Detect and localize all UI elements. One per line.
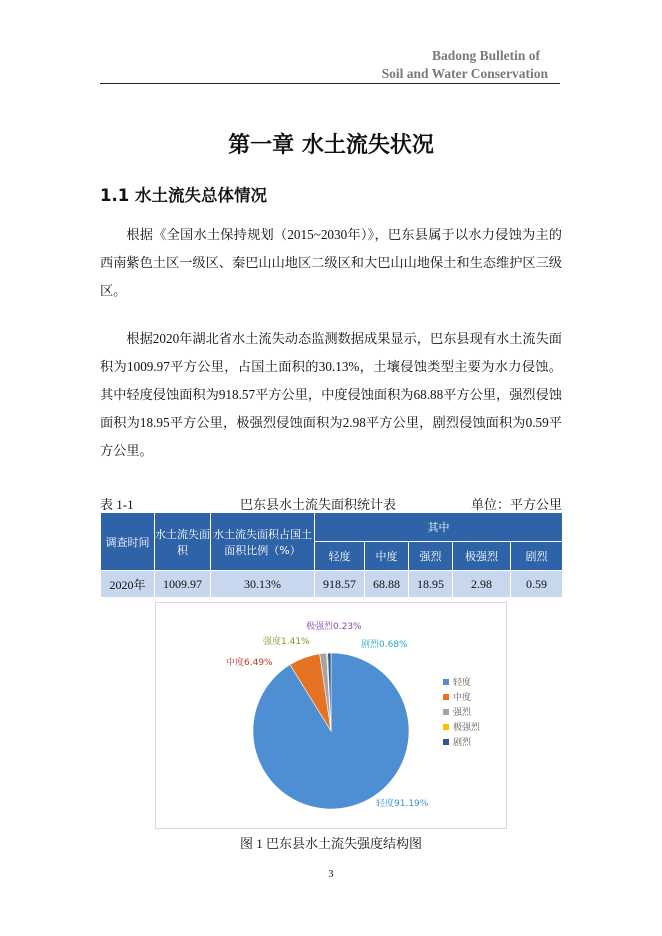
legend-swatch-0	[443, 679, 449, 685]
pie-slice-label-3: 极强烈0.23%	[306, 622, 362, 632]
cell-very-intense: 2.98	[453, 571, 511, 598]
header-severe: 剧烈	[511, 542, 563, 571]
header-year: 调查时间	[101, 513, 155, 571]
header-line-1: Badong Bulletin of	[431, 48, 540, 63]
legend-label-0: 轻度	[453, 678, 472, 688]
cell-severe: 0.59	[511, 571, 563, 598]
pie-slice-label-4: 剧烈0.68%	[361, 640, 408, 650]
figure-caption: 图 1 巴东县水土流失强度结构图	[239, 836, 422, 851]
cell-year: 2020年	[101, 571, 155, 598]
table-title: 巴东县水土流失面积统计表	[240, 497, 397, 512]
pie-slice-label-2: 强度1.41%	[263, 637, 310, 647]
cell-area: 1009.97	[155, 571, 211, 598]
pie-slice-label-0: 轻度91.19%	[376, 799, 429, 809]
legend-label-2: 强烈	[453, 708, 472, 718]
erosion-stats-table	[100, 512, 563, 598]
chapter-title: 第一章 水土流失状况	[228, 133, 434, 158]
table-caption	[100, 494, 562, 512]
section-title: 1.1 水土流失总体情况	[100, 186, 267, 205]
legend-label-1: 中度	[453, 693, 472, 703]
header-group: 其中	[315, 513, 563, 542]
legend-swatch-1	[443, 694, 449, 700]
cell-intense: 18.95	[409, 571, 453, 598]
paragraph-1: 根据《全国水土保持规划（2015~2030年）》，巴东县属于以水力侵蚀为主的西南紫色土区一级区、秦巴山山地区二级区和大巴山山地保土和生态维护区三级区。	[100, 227, 562, 298]
cell-light: 918.57	[315, 571, 365, 598]
cell-ratio: 30.13%	[211, 571, 315, 598]
header-intense: 强烈	[409, 542, 453, 571]
pie-slice-label-1: 中度6.49%	[226, 658, 273, 668]
legend-swatch-4	[443, 739, 449, 745]
header-ratio: 水土流失面积占国土面积比例（%）	[211, 513, 315, 571]
table-unit: 单位：平方公里	[470, 497, 562, 512]
header-light: 轻度	[315, 542, 365, 571]
header-line-2: Soil and Water Conservation	[381, 66, 548, 81]
pie-chart-frame	[155, 602, 507, 829]
header-very-intense: 极强烈	[453, 542, 511, 571]
legend-label-4: 剧烈	[453, 738, 472, 748]
paragraph-2: 根据2020年湖北省水土流失动态监测数据成果显示，巴东县现有水土流失面积为1009.97平方公里，占国土面积的30.13%，土壤侵蚀类型主要为水力侵蚀。其中轻度侵蚀面积为918.57平方公里，中度侵蚀面积为68.88平方公里，强烈侵蚀面积为18.95平方公里，极强烈侵蚀面积为2.98平方公里，剧烈侵蚀面积为0.59平方公里。	[100, 331, 562, 458]
legend-swatch-2	[443, 709, 449, 715]
cell-moderate: 68.88	[365, 571, 409, 598]
page-number: 3	[328, 869, 334, 880]
legend-label-3: 极强烈	[453, 723, 481, 733]
pie-chart	[156, 603, 506, 828]
running-header	[100, 47, 560, 84]
header-moderate: 中度	[365, 542, 409, 571]
legend-swatch-3	[443, 724, 449, 730]
table-number: 表 1-1	[100, 497, 134, 512]
header-area: 水土流失面积	[155, 513, 211, 571]
table-row	[101, 571, 563, 598]
